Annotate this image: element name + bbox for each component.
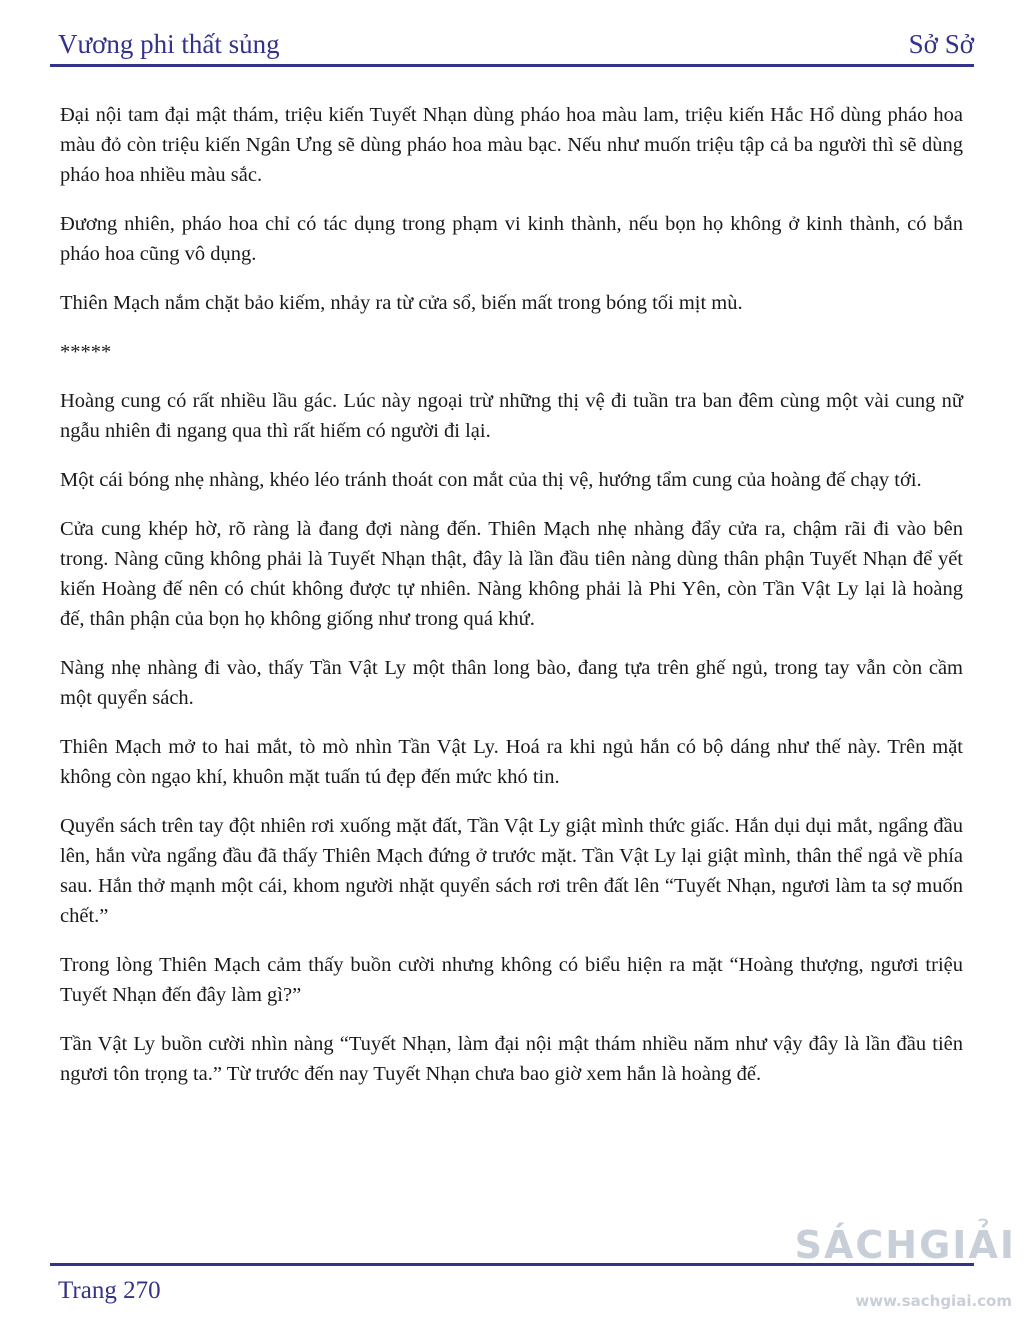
- book-title: Vương phi thất sủng: [58, 29, 280, 59]
- paragraph: Hoàng cung có rất nhiều lầu gác. Lúc này ngoại trừ những thị vệ đi tuần tra ban đêm cùng một vài cung nữ ngẫu nhiên đi ngang qua thì rất hiếm có người đi lại.: [60, 390, 963, 442]
- watermark-logo: [794, 1223, 1016, 1318]
- paragraph: Quyển sách trên tay đột nhiên rơi xuống mặt đất, Tần Vật Ly giật mình thức giấc. Hắn dụi dụi mắt, ngẩng đầu lên, hắn vừa ngẩng đầu đã thấy Thiên Mạch đứng ở trước mặt. Tần Vật Ly lại giật mình, thân thể ngả về phía sau. Hắn thở mạnh một cái, khom người nhặt quyển sách rơi trên đất lên “Tuyết Nhạn, ngươi làm ta sợ muốn chết.”: [60, 815, 963, 927]
- page-header: [58, 22, 974, 64]
- paragraph: Nàng nhẹ nhàng đi vào, thấy Tần Vật Ly một thân long bào, đang tựa trên ghế ngủ, trong tay vẫn còn cầm một quyển sách.: [60, 657, 963, 709]
- paragraph: Đương nhiên, pháo hoa chỉ có tác dụng trong phạm vi kinh thành, nếu bọn họ không ở kinh thành, có bắn pháo hoa cũng vô dụng.: [60, 213, 963, 265]
- watermark-brand: SÁCHGIẢI: [794, 1223, 1016, 1267]
- author-name: Sở Sở: [908, 29, 974, 59]
- section-separator: *****: [60, 341, 112, 363]
- page-number: Trang 270: [58, 1277, 161, 1304]
- header-rule: [50, 64, 974, 67]
- paragraph: Tần Vật Ly buồn cười nhìn nàng “Tuyết Nhạn, làm đại nội mật thám nhiều năm như vậy đây là lần đầu tiên ngươi tôn trọng ta.” Từ trước đến nay Tuyết Nhạn chưa bao giờ xem hắn là hoàng đế.: [60, 1033, 963, 1085]
- page-body: [60, 100, 963, 1108]
- paragraph: Một cái bóng nhẹ nhàng, khéo léo tránh thoát con mắt của thị vệ, hướng tẩm cung của hoàng đế chạy tới.: [60, 469, 922, 491]
- paragraph: Đại nội tam đại mật thám, triệu kiến Tuyết Nhạn dùng pháo hoa màu lam, triệu kiến Hắc Hổ dùng pháo hoa màu đỏ còn triệu kiến Ngân Ưng sẽ dùng pháo hoa màu bạc. Nếu như muốn triệu tập cả ba người thì sẽ dùng pháo hoa nhiều màu sắc.: [60, 104, 963, 186]
- paragraph: Thiên Mạch nắm chặt bảo kiếm, nhảy ra từ cửa sổ, biến mất trong bóng tối mịt mù.: [60, 292, 743, 314]
- paragraph: Thiên Mạch mở to hai mắt, tò mò nhìn Tần Vật Ly. Hoá ra khi ngủ hắn có bộ dáng như thế này. Trên mặt không còn ngạo khí, khuôn mặt tuấn tú đẹp đến mức khó tin.: [60, 736, 963, 788]
- paragraph: Cửa cung khép hờ, rõ ràng là đang đợi nàng đến. Thiên Mạch nhẹ nhàng đẩy cửa ra, chậm rãi đi vào bên trong. Nàng cũng không phải là Tuyết Nhạn thật, đây là lần đầu tiên nàng dùng thân phận Tuyết Nhạn để yết kiến Hoàng đế nên có chút không được tự nhiên. Nàng không phải là Phi Yên, còn Tần Vật Ly lại là hoàng đế, thân phận của bọn họ không giống như trong quá khứ.: [60, 518, 963, 630]
- paragraph: Trong lòng Thiên Mạch cảm thấy buồn cười nhưng không có biểu hiện ra mặt “Hoàng thượng, ngươi triệu Tuyết Nhạn đến đây làm gì?”: [60, 954, 963, 1006]
- watermark-url: www.sachgiai.com: [855, 1292, 1012, 1310]
